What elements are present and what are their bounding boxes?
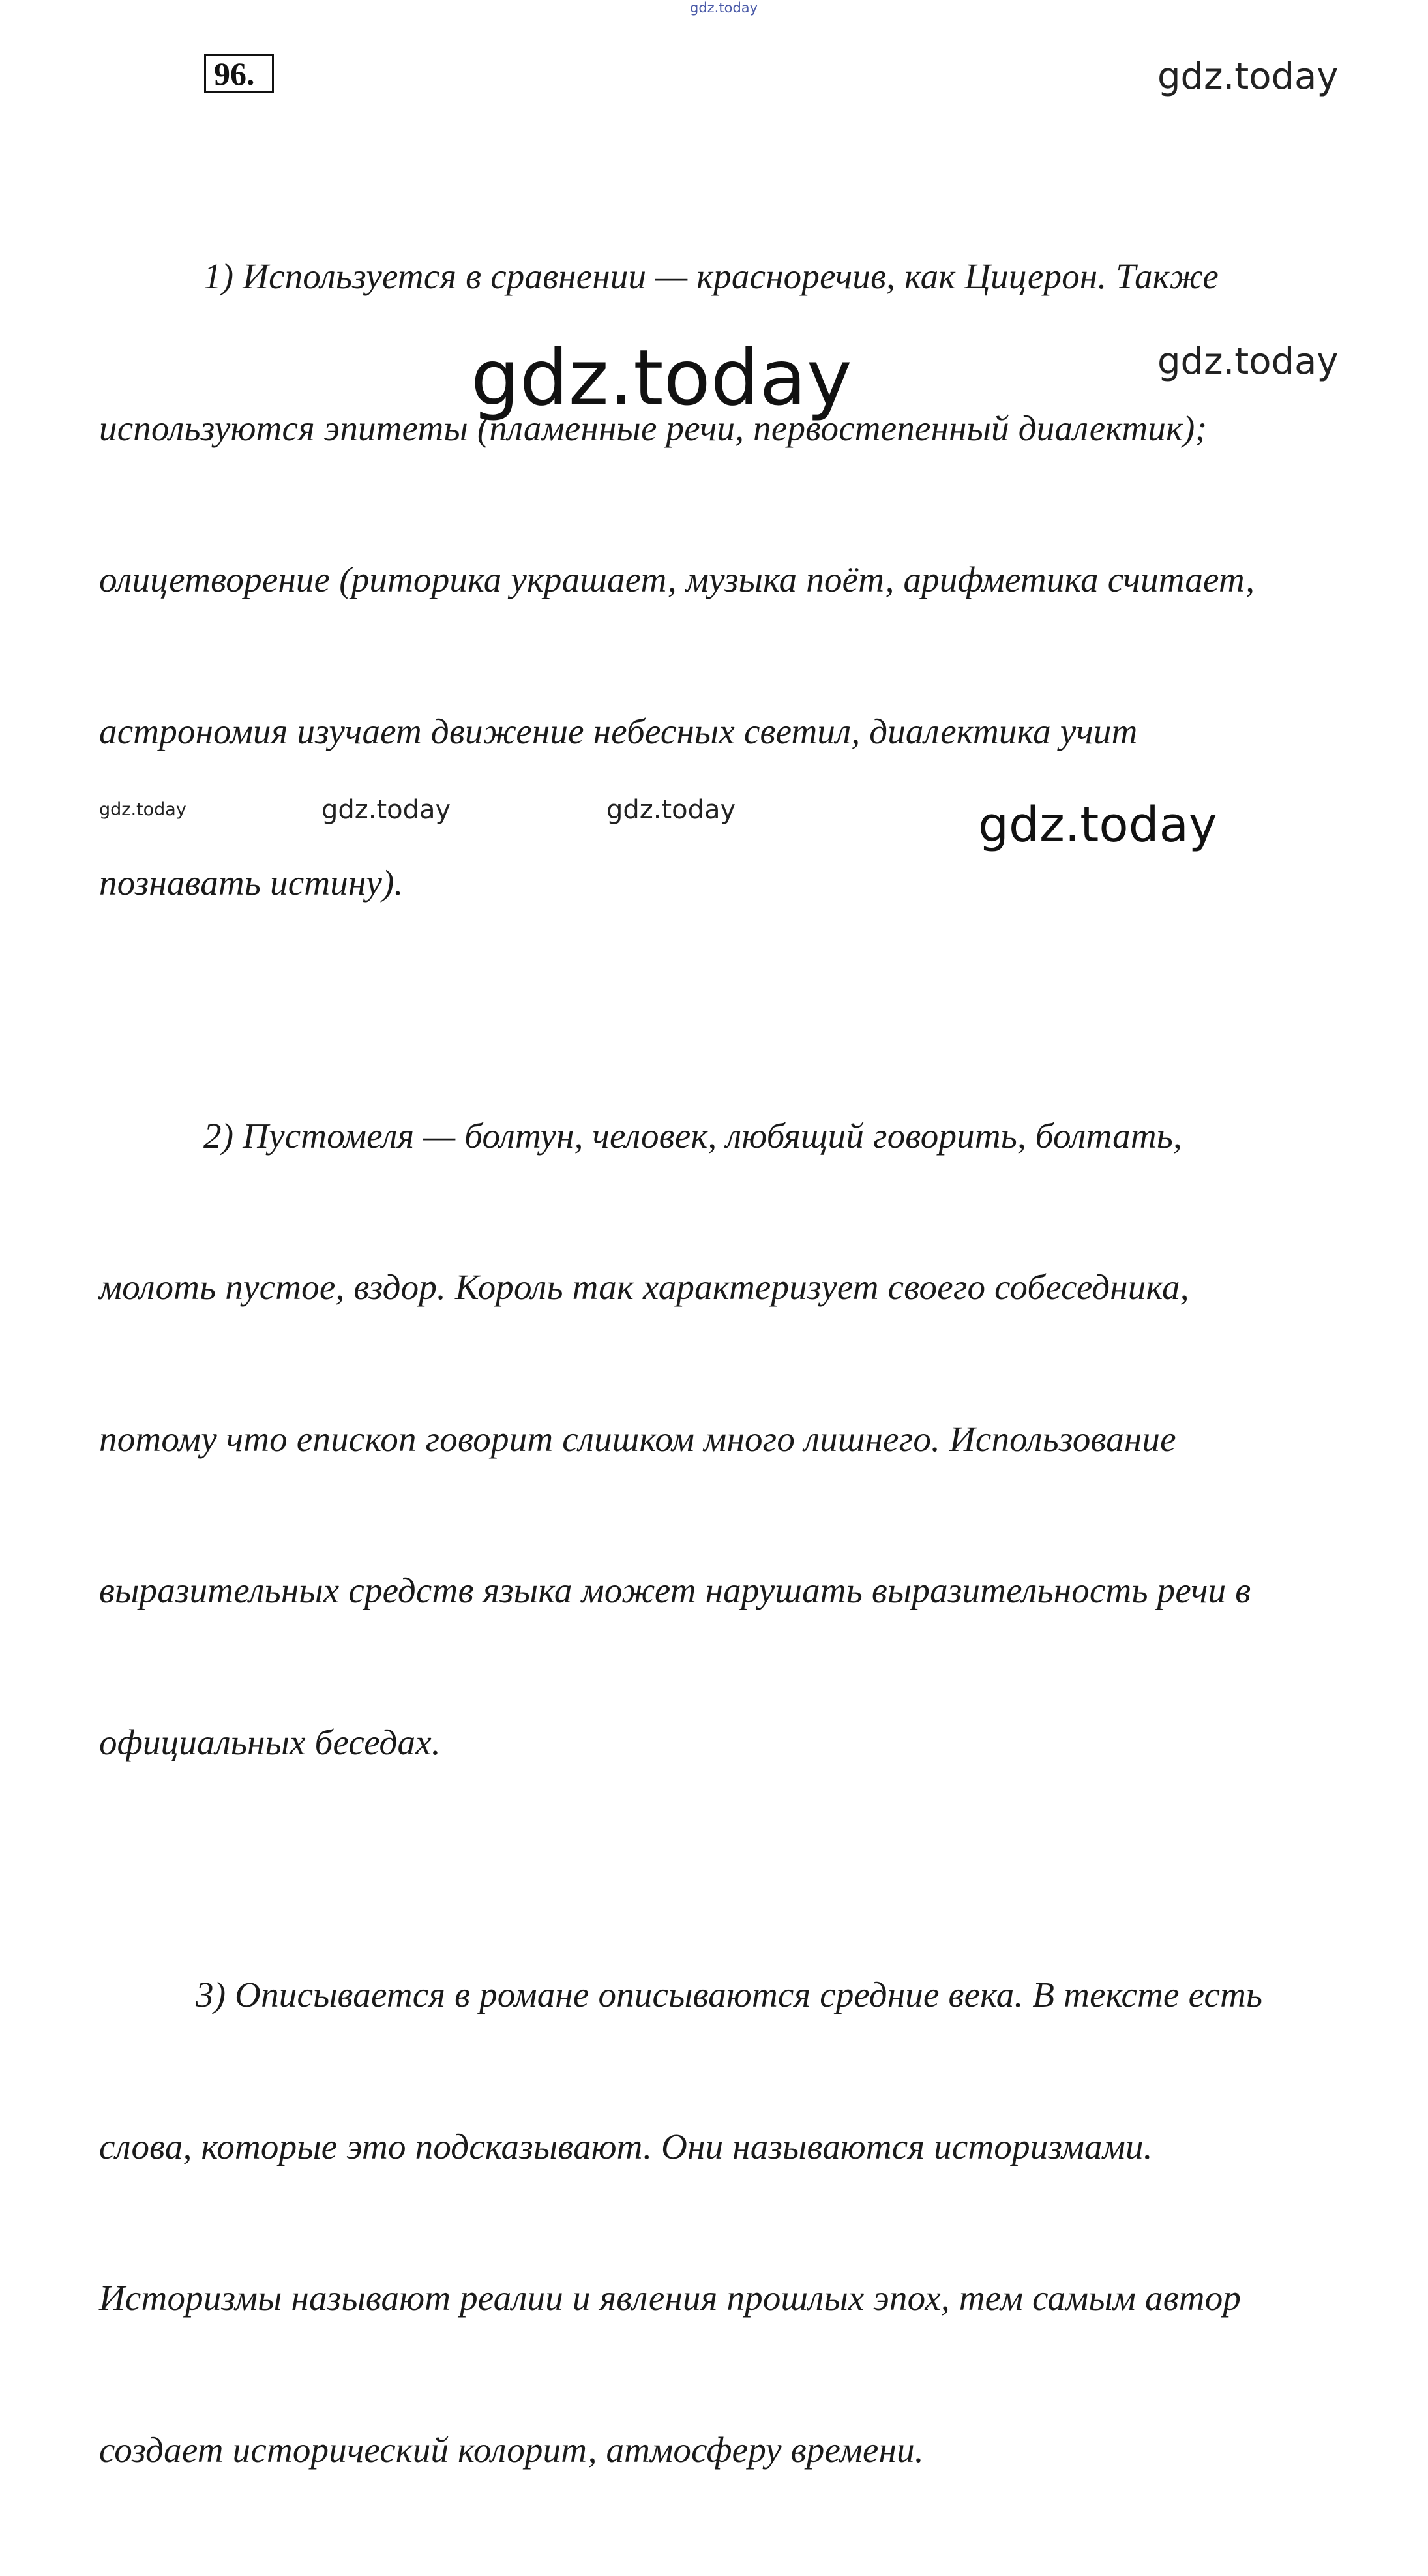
text-line: выразительных средств языка может нарушать выразительность речи в bbox=[99, 1570, 1251, 1610]
text-line: потому что епископ говорит слишком много лишнего. Использование bbox=[99, 1418, 1176, 1459]
text-line: познавать истину). bbox=[99, 863, 404, 903]
watermark-top: gdz.today bbox=[690, 0, 758, 16]
watermark-mid-2: gdz.today bbox=[606, 795, 736, 825]
task-number-box: 96. bbox=[204, 54, 274, 93]
watermark-bottom-right: gdz.today bbox=[978, 797, 1217, 853]
watermark-mid-1: gdz.today bbox=[321, 795, 451, 825]
watermark-small-left: gdz.today bbox=[99, 800, 186, 820]
text-line: официальных беседах. bbox=[99, 1722, 441, 1762]
text-line: 3) Описывается в романе описываются средние века. В тексте есть bbox=[196, 1975, 1263, 2014]
text-line: Историзмы называют реалии и явления прошлых эпох, тем самым автор bbox=[99, 2278, 1242, 2318]
text-line: молоть пустое, вздор. Король так характеризует своего собеседника, bbox=[99, 1267, 1189, 1307]
watermark-big-center: gdz.today bbox=[471, 333, 852, 423]
text-line: слова, которые это подсказывают. Они называются историзмами. bbox=[99, 2126, 1153, 2166]
watermark-right-2: gdz.today bbox=[1157, 340, 1339, 383]
answer-text bbox=[99, 150, 1338, 2576]
paragraph-1 bbox=[99, 150, 1338, 1010]
text-line: 1) Используется в сравнении — красноречив, как Цицерон. Также bbox=[203, 256, 1219, 296]
paragraph-3 bbox=[99, 1868, 1338, 2576]
text-line: 2) Пустомеля — болтун, человек, любящий говорить, болтать, bbox=[203, 1115, 1182, 1156]
text-line: используются эпитеты (пламенные речи, первостепенный диалектик); bbox=[99, 408, 1208, 448]
watermark-right-1: gdz.today bbox=[1157, 55, 1339, 98]
paragraph-2 bbox=[99, 1010, 1338, 1869]
text-line: создает исторический колорит, атмосферу времени. bbox=[99, 2429, 924, 2470]
text-line: олицетворение (риторика украшает, музыка поёт, арифметика считает, bbox=[99, 560, 1255, 599]
text-line: астрономия изучает движение небесных светил, диалектика учит bbox=[99, 711, 1138, 751]
